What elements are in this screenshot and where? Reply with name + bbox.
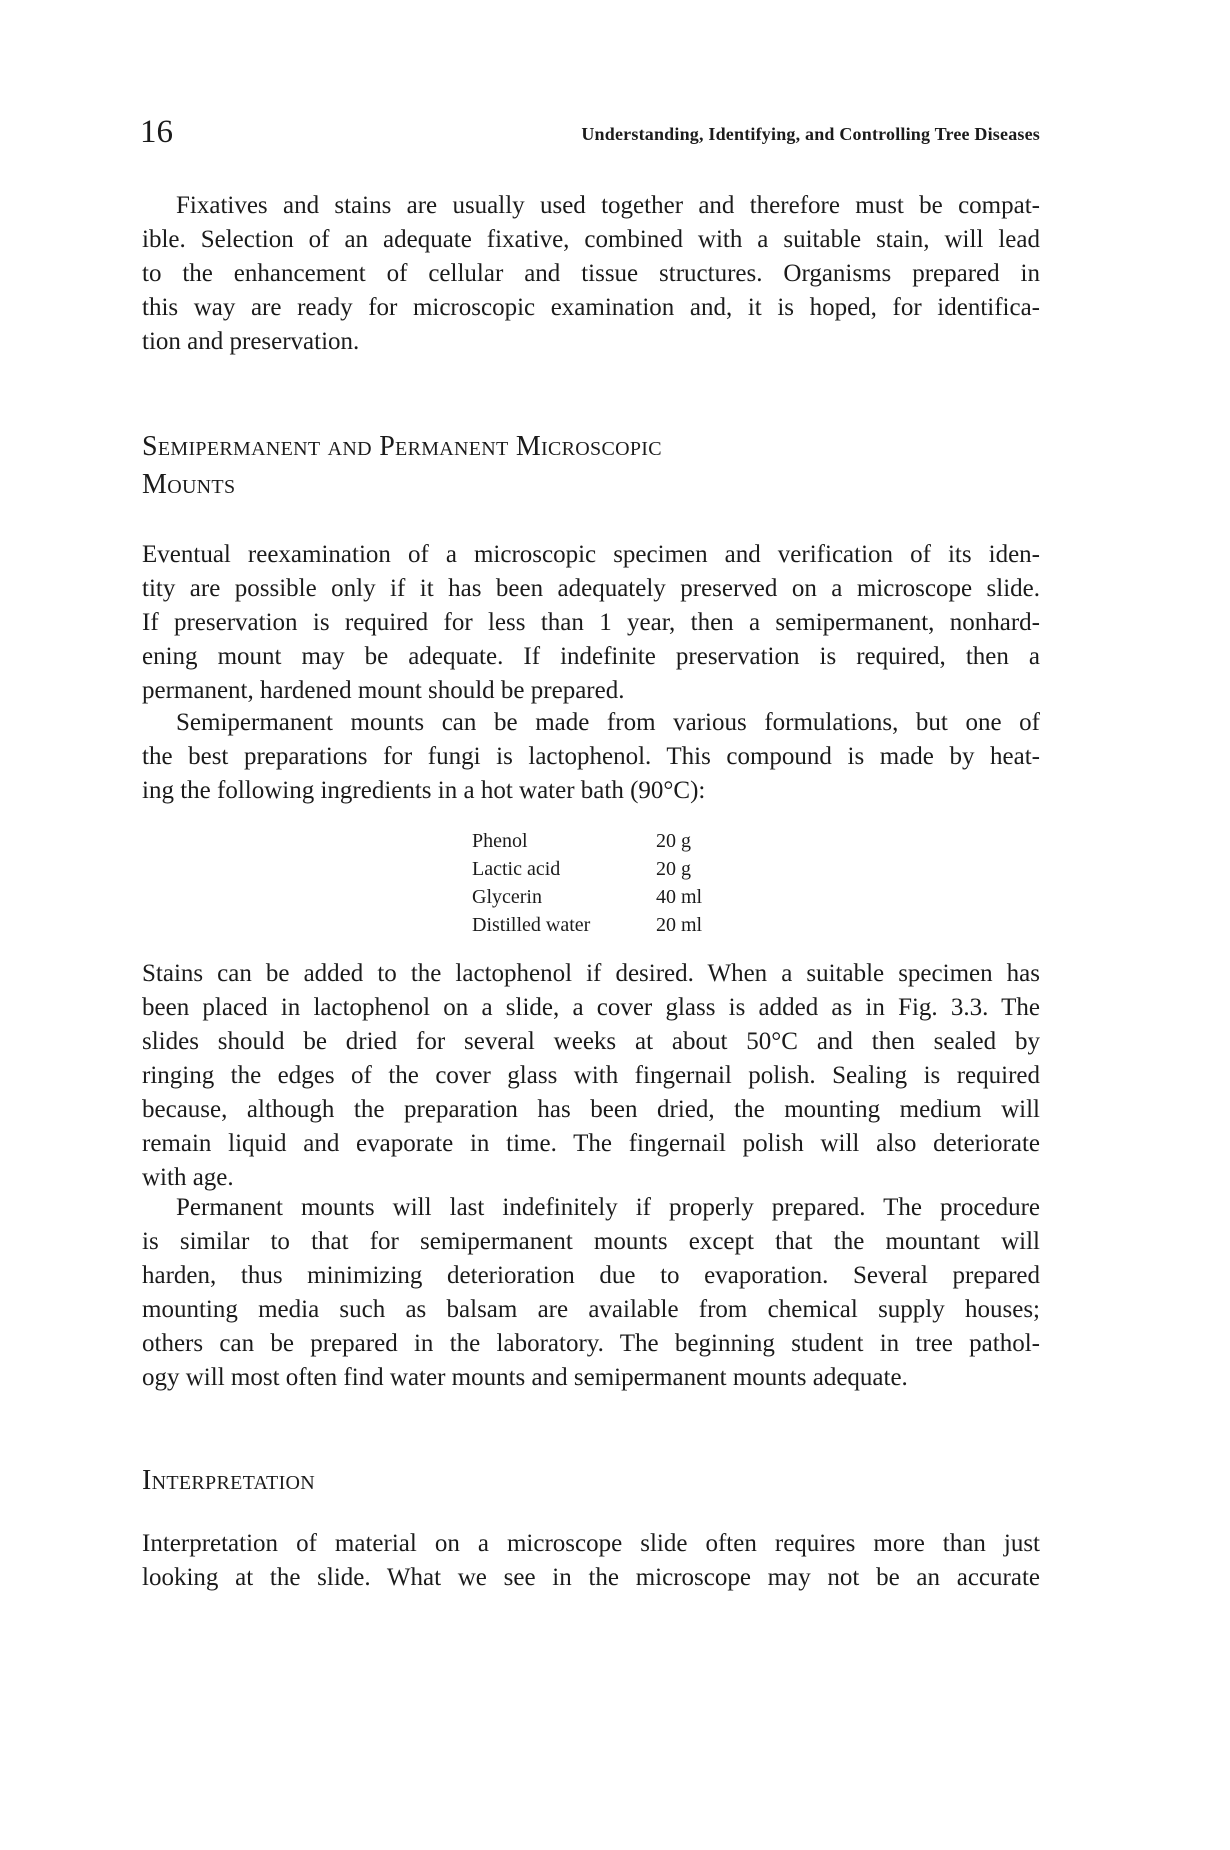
paragraph-line: Eventual reexamination of a microscopic specimen and verification of its iden- <box>142 541 1040 568</box>
ingredient-amount: 40 ml <box>656 886 703 908</box>
paragraph-reexamination <box>142 538 1040 708</box>
paragraph-line: ible. Selection of an adequate fixative, combined with a suitable stain, will lead <box>142 226 1040 253</box>
ingredient-amount: 20 g <box>656 830 691 852</box>
ingredient-amount: 20 ml <box>656 914 703 936</box>
table-row <box>472 911 726 939</box>
paragraph-line: harden, thus minimizing deterioration due to evaporation. Several prepared <box>142 1262 1040 1289</box>
heading-line: Mounts <box>142 469 236 500</box>
table-row <box>472 855 726 883</box>
paragraph-line: slides should be dried for several weeks at about 50°C and then sealed by <box>142 1028 1040 1055</box>
ingredient-name: Phenol <box>472 830 528 852</box>
paragraph-line: because, although the preparation has been dried, the mounting medium will <box>142 1096 1040 1123</box>
section-heading-interpretation <box>142 1462 1040 1500</box>
paragraph-line: is similar to that for semipermanent mounts except that the mountant will <box>142 1228 1040 1255</box>
paragraph-line: Interpretation of material on a microscope slide often requires more than just <box>142 1530 1040 1557</box>
paragraph-permanent <box>142 1191 1040 1395</box>
paragraph-stains <box>142 957 1040 1195</box>
ingredient-amount: 20 g <box>656 858 691 880</box>
paragraph-line: ogy will most often find water mounts and semipermanent mounts adequate. <box>142 1364 908 1391</box>
paragraph-interpretation <box>142 1527 1040 1595</box>
paragraph-line: the best preparations for fungi is lactophenol. This compound is made by heat- <box>142 743 1040 770</box>
paragraph-line: been placed in lactophenol on a slide, a cover glass is added as in Fig. 3.3. The <box>142 994 1040 1021</box>
paragraph-line: remain liquid and evaporate in time. The fingernail polish will also deteriorate <box>142 1130 1040 1157</box>
section-heading-mounts <box>142 428 1040 504</box>
paragraph-line: this way are ready for microscopic examination and, it is hoped, for identifica- <box>142 294 1040 321</box>
paragraph-line: others can be prepared in the laboratory. The beginning student in tree pathol- <box>142 1330 1040 1357</box>
paragraph-line: Permanent mounts will last indefinitely if properly prepared. The procedure <box>176 1194 1040 1221</box>
paragraph-line: with age. <box>142 1164 234 1191</box>
paragraph-fixatives <box>142 189 1040 359</box>
table-row <box>472 827 726 855</box>
heading-line: Semipermanent and Permanent Microscopic <box>142 431 662 462</box>
page-header <box>140 112 1040 156</box>
paragraph-line: Stains can be added to the lactophenol if desired. When a suitable specimen has <box>142 960 1040 987</box>
table-row <box>472 883 726 911</box>
page-number: 16 <box>140 114 173 150</box>
paragraph-line: to the enhancement of cellular and tissue structures. Organisms prepared in <box>142 260 1040 287</box>
ingredient-name: Lactic acid <box>472 858 561 880</box>
ingredient-table <box>472 827 726 939</box>
paragraph-line: mounting media such as balsam are available from chemical supply houses; <box>142 1296 1040 1323</box>
paragraph-line: tion and preservation. <box>142 328 360 355</box>
paragraph-line: Semipermanent mounts can be made from various formulations, but one of <box>176 709 1040 736</box>
paragraph-line: ringing the edges of the cover glass with fingernail polish. Sealing is required <box>142 1062 1040 1089</box>
paragraph-line: Fixatives and stains are usually used together and therefore must be compat- <box>176 192 1040 219</box>
heading-line: Interpretation <box>142 1465 316 1496</box>
ingredient-name: Glycerin <box>472 886 542 908</box>
running-head: Understanding, Identifying, and Controlling Tree Diseases <box>581 124 1040 144</box>
paragraph-line: ing the following ingredients in a hot water bath (90°C): <box>142 777 706 804</box>
ingredient-name: Distilled water <box>472 914 591 936</box>
paragraph-line: If preservation is required for less than 1 year, then a semipermanent, nonhard- <box>142 609 1040 636</box>
paragraph-line: tity are possible only if it has been adequately preserved on a microscope slide. <box>142 575 1040 602</box>
paragraph-line: permanent, hardened mount should be prepared. <box>142 677 625 704</box>
paragraph-line: looking at the slide. What we see in the microscope may not be an accurate <box>142 1564 1040 1591</box>
paragraph-line: ening mount may be adequate. If indefinite preservation is required, then a <box>142 643 1040 670</box>
paragraph-semipermanent <box>142 706 1040 808</box>
